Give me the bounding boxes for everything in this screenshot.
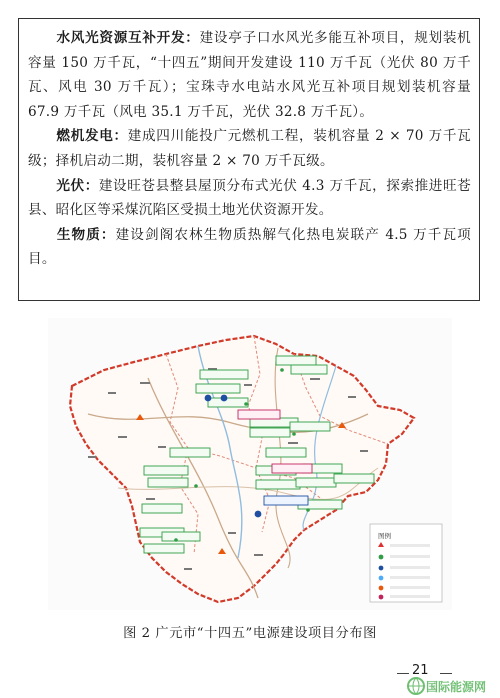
paragraph-photovoltaic bbox=[28, 174, 471, 223]
watermark-text: 国际能源网 bbox=[426, 680, 487, 694]
project-marker bbox=[205, 395, 212, 402]
paragraph-label: 光伏： bbox=[56, 177, 99, 194]
paragraph-gas-power bbox=[28, 124, 471, 173]
project-marker bbox=[221, 395, 228, 402]
project-summary-box bbox=[18, 18, 480, 301]
page-number: 21 bbox=[412, 663, 429, 678]
project-marker bbox=[255, 511, 262, 518]
watermark-logo bbox=[394, 674, 500, 696]
paragraph-label: 水风光资源互补开发： bbox=[56, 30, 200, 46]
paragraph-hydro-wind-solar bbox=[28, 26, 471, 124]
paragraph-text: 建成四川能投广元燃机工程，装机容量 2 × 70 万千瓦级；择机启动二期，装机容量 2 × 70 万千瓦级。 bbox=[28, 128, 472, 169]
paragraph-text: 建设旺苍县整县屋顶分布式光伏 4.3 万千瓦，探索推进旺苍县、昭化区等采煤沉陷区受损土地光伏资源开发。 bbox=[28, 177, 471, 219]
project-distribution-map bbox=[48, 318, 452, 610]
paragraph-label: 生物质： bbox=[56, 226, 116, 243]
paragraph-biomass bbox=[28, 223, 471, 272]
project-label-blue bbox=[264, 496, 308, 505]
figure-caption: 图 2 广元市“十四五”电源建设项目分布图 bbox=[123, 626, 377, 641]
paragraph-text: 建设亭子口水风光多能互补项目，规划装机容量 150 万千瓦，“十四五”期间开发建设 110 万千瓦（光伏 80 万千瓦、风电 30 万千瓦）；宝珠寺水电站水风光互补项目规划装机容量 67.9 万千瓦（风电 35.1 万千瓦，光伏 32.8 万千瓦）。 bbox=[28, 30, 472, 120]
map-legend bbox=[370, 524, 442, 602]
legend-title: 图例 bbox=[378, 532, 391, 540]
paragraph-text: 建设剑阁农林生物质热解气化热电炭联产 4.5 万千瓦项目。 bbox=[28, 226, 472, 268]
paragraph-label: 燃机发电： bbox=[56, 128, 128, 145]
